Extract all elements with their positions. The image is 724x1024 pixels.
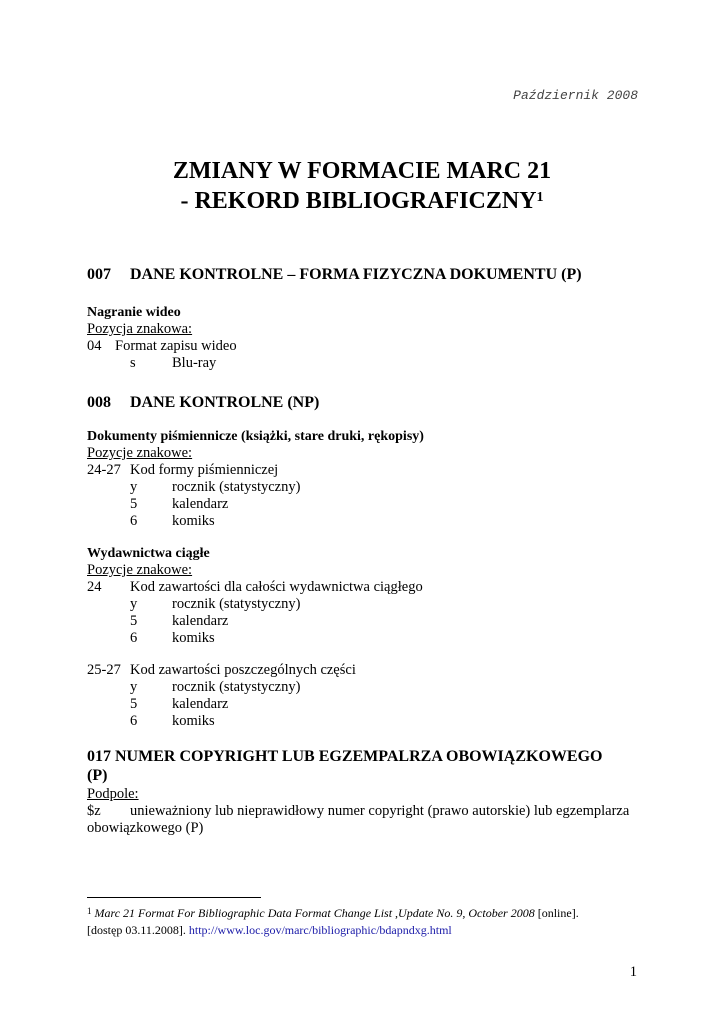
- serials-label: Pozycje znakowe:: [87, 562, 193, 578]
- section-017-heading-cont: (P): [87, 767, 108, 784]
- section-007-heading: DANE KONTROLNE – FORMA FIZYCZNA DOKUMENTU (P): [130, 266, 582, 283]
- serials-subheading: Wydawnictwa ciągłe: [87, 546, 210, 561]
- position-description: Format zapisu wideo: [115, 338, 237, 354]
- value-description: Blu-ray: [172, 355, 217, 371]
- value-description: komiks: [172, 713, 215, 729]
- value-code: s: [130, 355, 136, 371]
- page-title-line2: - REKORD BIBLIOGRAFICZNY$^1$: [180, 188, 544, 214]
- position-description: Kod zawartości poszczególnych części: [130, 662, 356, 678]
- section-007-number: 007: [87, 266, 111, 283]
- value-code: 6: [130, 630, 138, 646]
- position-code: 25-27: [87, 662, 121, 678]
- section-008-heading: DANE KONTROLNE (NP): [130, 394, 320, 411]
- footnote-access-date: [dostęp 03.11.2008].: [87, 923, 186, 937]
- section-017-label: Podpole:: [87, 786, 139, 802]
- value-code: 5: [130, 496, 138, 512]
- footnote-mark: 1: [87, 906, 92, 916]
- value-description: kalendarz: [172, 696, 229, 712]
- books-label: Pozycje znakowe:: [87, 445, 193, 461]
- page-title-line1: ZMIANY W FORMACIE MARC 21: [172, 158, 552, 184]
- value-description: rocznik (statystyczny): [172, 679, 301, 695]
- value-code: y: [130, 479, 138, 495]
- position-description: Kod zawartości dla całości wydawnictwa ciągłego: [130, 579, 423, 595]
- value-description: kalendarz: [172, 496, 229, 512]
- section-008-number: 008: [87, 394, 111, 411]
- value-description: komiks: [172, 513, 215, 529]
- section-017-heading: 017 NUMER COPYRIGHT LUB EGZEMPALRZA OBOWIĄZKOWEGO: [87, 748, 603, 765]
- value-description: komiks: [172, 630, 215, 646]
- books-subheading: Dokumenty piśmiennicze (książki, stare druki, rękopisy): [87, 429, 424, 444]
- footnote-source-title: Marc 21 Format For Bibliographic Data Format Change List ,Update No. 9, October 2008: [94, 906, 535, 920]
- section-007-subheading: Nagranie wideo: [87, 305, 181, 320]
- value-code: 6: [130, 513, 138, 529]
- footnote-line2: [87, 923, 452, 938]
- subfield-code: $z: [87, 803, 101, 819]
- footnote-url-link[interactable]: http://www.loc.gov/marc/bibliographic/bdapndxg.html: [188, 923, 452, 937]
- document-date: Październik 2008: [513, 88, 638, 103]
- value-code: 5: [130, 613, 138, 629]
- footnote-online: [online].: [537, 906, 579, 920]
- position-code: 24: [87, 579, 102, 595]
- value-description: rocznik (statystyczny): [172, 479, 301, 495]
- value-code: y: [130, 596, 138, 612]
- page-number: 1: [629, 964, 637, 980]
- section-007-label: Pozycja znakowa:: [87, 321, 193, 337]
- footnote-separator: [87, 897, 261, 898]
- footnote-line1: [87, 906, 579, 921]
- value-description: rocznik (statystyczny): [172, 596, 301, 612]
- value-description: kalendarz: [172, 613, 229, 629]
- subfield-description: unieważniony lub nieprawidłowy numer copyright (prawo autorskie) lub egzemplarza: [130, 803, 630, 819]
- position-code: 24-27: [87, 462, 121, 478]
- position-code: 04: [87, 338, 102, 354]
- position-description: Kod formy piśmienniczej: [130, 462, 279, 478]
- footnote-reference[interactable]: 1: [536, 190, 544, 205]
- value-code: 5: [130, 696, 138, 712]
- value-code: 6: [130, 713, 138, 729]
- value-code: y: [130, 679, 138, 695]
- subfield-description-cont: obowiązkowego (P): [87, 820, 204, 836]
